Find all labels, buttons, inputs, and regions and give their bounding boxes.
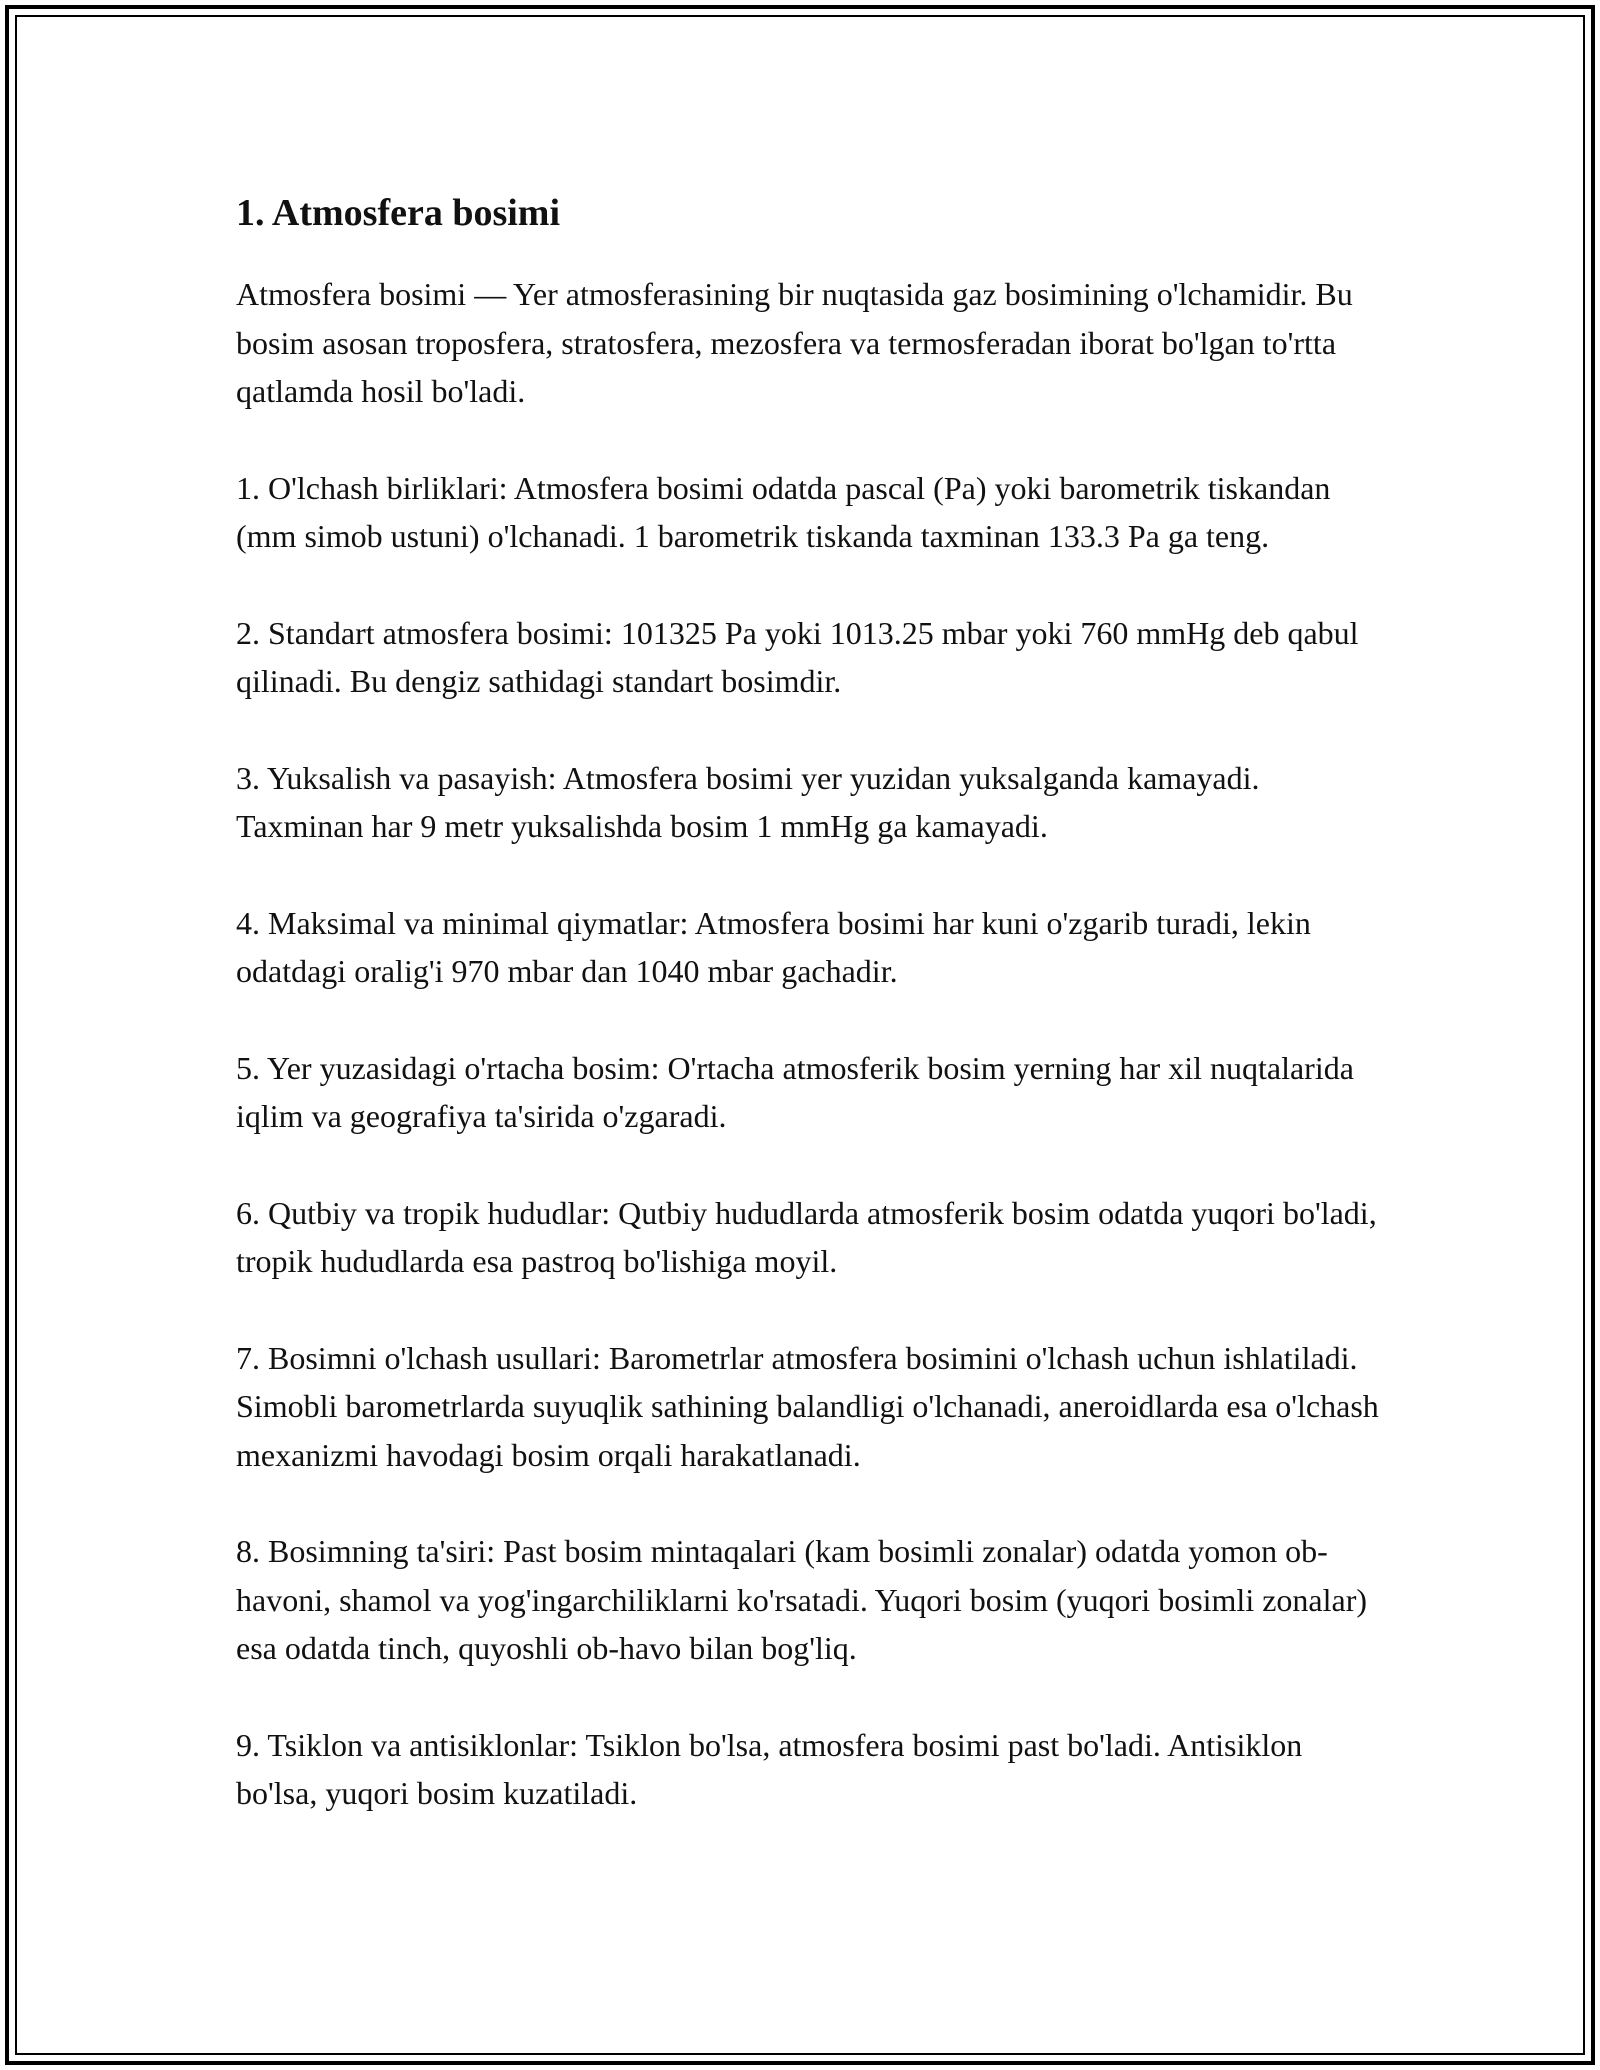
list-item: 8. Bosimning ta'siri: Past bosim mintaqalari (kam bosimli zonalar) odatda yomon ob-havoni, shamol va yog'ingarchiliklarni ko'rsatadi. Yuqori bosim (yuqori bosimli zonalar) esa odatda tinch, quyoshli ob-havo bilan bog'liq. xyxy=(236,1533,1368,1666)
document-body xyxy=(236,190,1386,1866)
list-item: 6. Qutbiy va tropik hududlar: Qutbiy hududlarda atmosferik bosim odatda yuqori bo'ladi, tropik hududlarda esa pastroq bo'lishiga moyil. xyxy=(236,1194,1377,1279)
list-item: 4. Maksimal va minimal qiymatlar: Atmosfera bosimi har kuni o'zgarib turadi, lekin odatdagi oralig'i 970 mbar dan 1040 mbar gachadir. xyxy=(236,904,1311,989)
intro-paragraph: Atmosfera bosimi — Yer atmosferasining bir nuqtasida gaz bosimining o'lchamidir. Bu bosim asosan troposfera, stratosfera, mezosfera va termosferadan iborat bo'lgan to'rtta qatlamda hosil bo'ladi. xyxy=(236,276,1353,409)
list-item: 5. Yer yuzasidagi o'rtacha bosim: O'rtacha atmosferik bosim yerning har xil nuqtalarida iqlim va geografiya ta'sirida o'zgaradi. xyxy=(236,1049,1354,1134)
list-item: 7. Bosimni o'lchash usullari: Barometrlar atmosfera bosimini o'lchash uchun ishlatiladi. Simobli barometrlarda suyuqlik sathining balandligi o'lchanadi, aneroidlarda esa o'lchash mexanizmi havodagi bosim orqali harakatlanadi. xyxy=(236,1339,1379,1473)
list-item: 9. Tsiklon va antisiklonlar: Tsiklon bo'lsa, atmosfera bosimi past bo'ladi. Antisiklon bo'lsa, yuqori bosim kuzatiladi. xyxy=(236,1726,1303,1811)
section-title: 1. Atmosfera bosimi xyxy=(236,192,561,234)
list-item: 3. Yuksalish va pasayish: Atmosfera bosimi yer yuzidan yuksalganda kamayadi. Taxminan har 9 metr yuksalishda bosim 1 mmHg ga kamayadi. xyxy=(236,759,1260,844)
list-item: 1. O'lchash birliklari: Atmosfera bosimi odatda pascal (Pa) yoki barometrik tiskandan (mm simob ustuni) o'lchanadi. 1 barometrik tiskanda taxminan 133.3 Pa ga teng. xyxy=(236,469,1331,554)
list-item: 2. Standart atmosfera bosimi: 101325 Pa yoki 1013.25 mbar yoki 760 mmHg deb qabul qilinadi. Bu dengiz sathidagi standart bosimdir. xyxy=(236,614,1359,699)
